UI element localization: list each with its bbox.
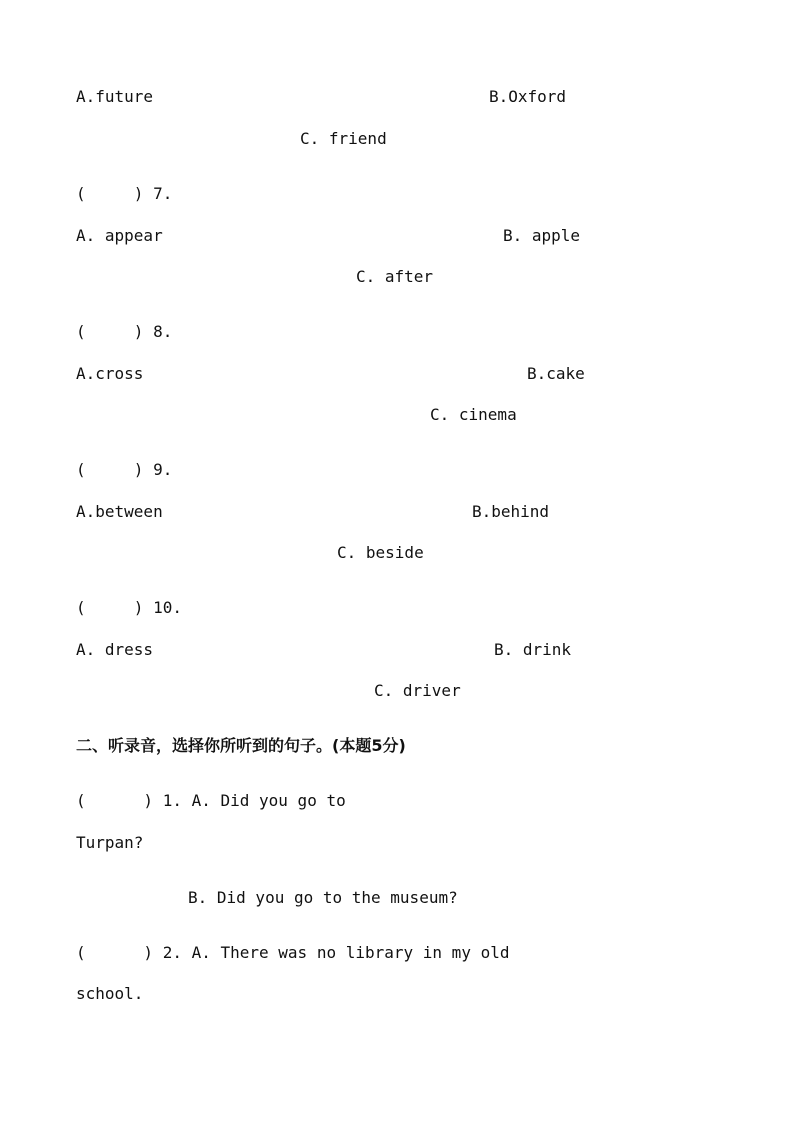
q10-option-a: A. dress: [76, 640, 154, 659]
q9-number: ( ) 9.: [76, 460, 173, 479]
q7-option-a: A. appear: [76, 226, 163, 245]
q7-option-c: C. after: [356, 267, 434, 286]
s2-q1-line2: Turpan?: [76, 833, 144, 852]
s2-q1-option-b: B. Did you go to the museum?: [188, 888, 458, 907]
q6-option-a: A.future: [76, 87, 154, 106]
q7-number: ( ) 7.: [76, 184, 173, 203]
q9-option-b: B.behind: [472, 502, 550, 521]
q10-number: ( ) 10.: [76, 598, 182, 617]
q6-option-b: B.Oxford: [489, 87, 567, 106]
s2-q2-line1: ( ) 2. A. There was no library in my old: [76, 943, 510, 962]
q9-option-c: C. beside: [337, 543, 424, 562]
q10-option-c: C. driver: [374, 681, 461, 700]
q7-option-b: B. apple: [503, 226, 581, 245]
q8-option-c: C. cinema: [430, 405, 517, 424]
q8-number: ( ) 8.: [76, 322, 173, 341]
q8-option-b: B.cake: [527, 364, 585, 383]
s2-q2-line2: school.: [76, 984, 144, 1003]
q6-option-c: C. friend: [300, 129, 387, 148]
section-2-heading: 二、听录音，选择你所听到的句子。(本题5分): [76, 736, 406, 755]
s2-q1-line1: ( ) 1. A. Did you go to: [76, 791, 346, 810]
q8-option-a: A.cross: [76, 364, 144, 383]
q9-option-a: A.between: [76, 502, 163, 521]
q10-option-b: B. drink: [494, 640, 572, 659]
